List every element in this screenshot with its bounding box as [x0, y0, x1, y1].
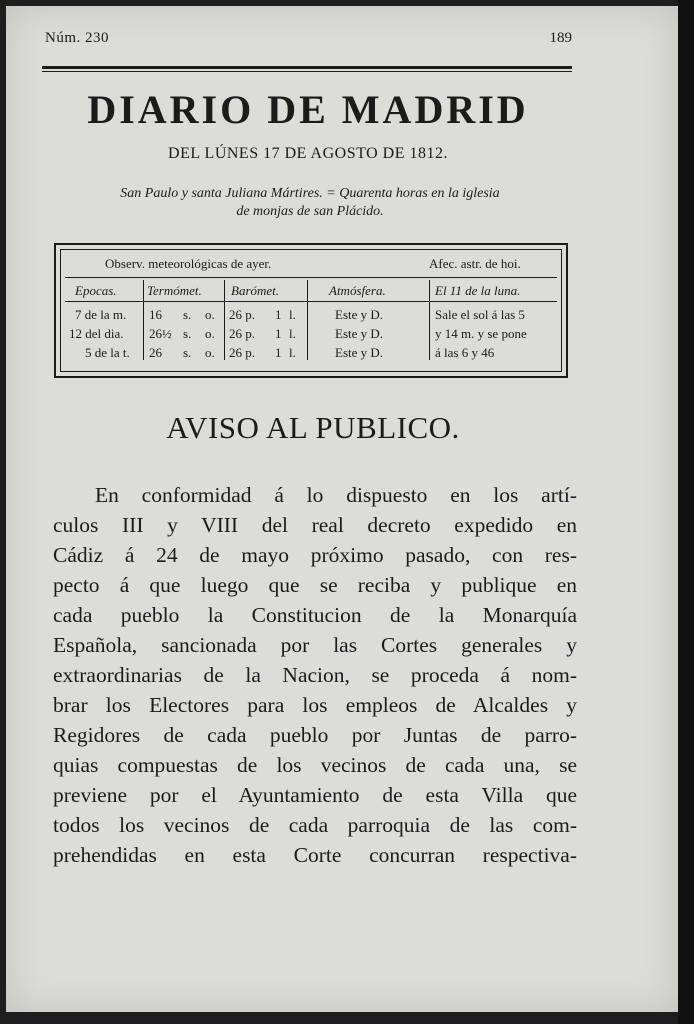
- issue-number: Núm. 230: [45, 30, 109, 46]
- row3-atmos: Este y D.: [335, 345, 384, 360]
- article-line: cada pueblo la Constitucion de la Monarquía: [53, 603, 577, 627]
- meteo-header-rule: [65, 277, 557, 278]
- page-number: 189: [549, 30, 572, 46]
- article-line: Regidores de cada pueblo por Juntas de parro-: [53, 723, 577, 747]
- article-line: En conformidad á lo dispuesto en los artí-: [95, 483, 577, 507]
- row3-termo-o: o.: [205, 345, 215, 360]
- article-line: prehendidas en esta Corte concurran respectiva-: [53, 843, 577, 867]
- col-barometro: Barómet.: [231, 283, 280, 298]
- luna-line-3: á las 6 y 46: [435, 345, 495, 360]
- luna-line-1: Sale el sol á las 5: [435, 307, 525, 322]
- article-line: culos III y VIII del real decreto expedido en: [53, 513, 577, 537]
- row2-epoca: 12 del dia.: [69, 326, 124, 341]
- row1-termo-o: o.: [205, 307, 215, 322]
- meteo-inner-frame: [60, 249, 562, 372]
- saints-line-2: de monjas de san Plácido.: [236, 204, 384, 219]
- row3-epoca: 5 de la t.: [85, 345, 130, 360]
- row3-termo-s: s.: [183, 345, 192, 360]
- luna-line-2: y 14 m. y se pone: [435, 326, 527, 341]
- article-title: AVISO AL PUBLICO.: [166, 410, 460, 445]
- row1-baro-2: l.: [289, 307, 296, 322]
- row1-termo: 16: [149, 307, 162, 322]
- row1-termo-s: s.: [183, 307, 192, 322]
- meteo-header-right: Afec. astr. de hoi.: [429, 256, 521, 271]
- article-line: extraordinarias de la Nacion, se proceda á nom-: [53, 663, 577, 687]
- header-rule-thick: [42, 66, 572, 69]
- header-rule-thin: [42, 71, 572, 72]
- row3-baro-1: 1: [275, 345, 282, 360]
- row3-baro-2: l.: [289, 345, 296, 360]
- meteorological-table: [54, 243, 568, 378]
- row1-atmos: Este y D.: [335, 307, 384, 322]
- article-line: todos los vecinos de cada parroquia de las com-: [53, 813, 577, 837]
- col-atmosfera: Atmósfera.: [329, 283, 386, 298]
- meteo-divider-4: [429, 280, 430, 360]
- row2-termo-s: s.: [183, 326, 192, 341]
- dateline: DEL LÚNES 17 DE AGOSTO DE 1812.: [168, 145, 448, 162]
- article-line: Española, sancionada por las Cortes generales y: [53, 633, 577, 657]
- row2-baro-2: l.: [289, 326, 296, 341]
- article-body: [53, 480, 577, 870]
- article-line: brar los Electores para los empleos de Alcaldes y: [53, 693, 577, 717]
- article-line: pecto á que luego que se reciba y publique en: [53, 573, 577, 597]
- row1-epoca: 7 de la m.: [75, 307, 127, 322]
- meteo-header-left: Observ. meteorológicas de ayer.: [105, 256, 272, 271]
- col-epocas: Epocas.: [75, 283, 117, 298]
- row2-termo-o: o.: [205, 326, 215, 341]
- article-line: quias compuestas de los vecinos de cada una, se: [53, 753, 577, 777]
- meteo-column-rule: [65, 301, 557, 302]
- scan-edge: [678, 0, 694, 1024]
- row3-baro: 26 p.: [229, 345, 255, 360]
- saints-line-1: San Paulo y santa Juliana Mártires. = Quarenta horas en la iglesia: [120, 186, 500, 201]
- meteo-divider-2: [224, 280, 225, 360]
- row1-baro-1: 1: [275, 307, 282, 322]
- row2-atmos: Este y D.: [335, 326, 384, 341]
- row2-baro-1: 1: [275, 326, 282, 341]
- meteo-divider-1: [143, 280, 144, 360]
- article-line: Cádiz á 24 de mayo próximo pasado, con res-: [53, 543, 577, 567]
- row2-termo: 26½: [149, 326, 172, 341]
- meteo-divider-3: [307, 280, 308, 360]
- masthead-title: DIARIO DE MADRID: [87, 87, 529, 132]
- row1-baro: 26 p.: [229, 307, 255, 322]
- row2-baro: 26 p.: [229, 326, 255, 341]
- saints-note: [60, 185, 560, 221]
- row3-termo: 26: [149, 345, 162, 360]
- col-termometro: Termómet.: [147, 283, 202, 298]
- col-luna: El 11 de la luna.: [435, 283, 521, 298]
- article-line: previene por el Ayuntamiento de esta Villa que: [53, 783, 577, 807]
